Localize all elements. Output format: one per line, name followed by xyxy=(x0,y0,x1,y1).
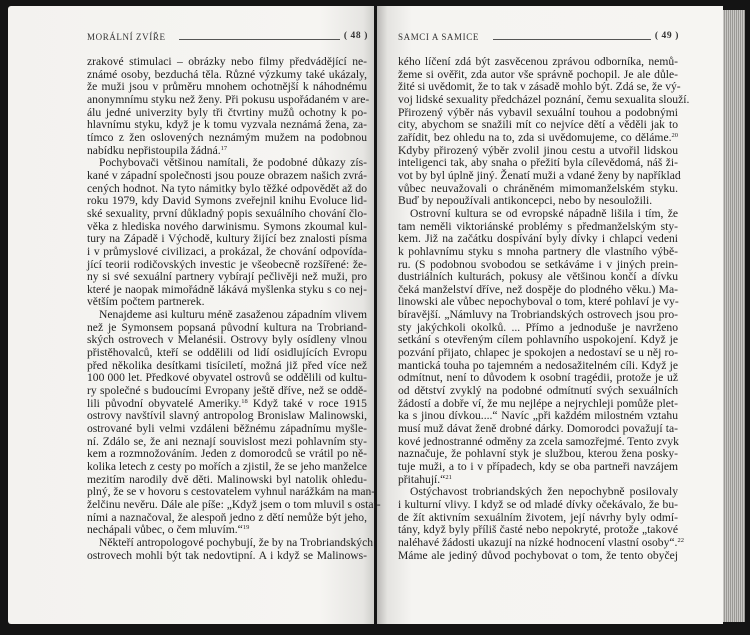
line-text: ostrovy navštívil slavný antropolog Bronislaw Malinowski, xyxy=(87,409,367,423)
text-line xyxy=(87,550,367,563)
line-text: odmítnut, není to důvodem k osobní tragédii, protože je už xyxy=(398,371,678,385)
line-text: ské sexuality, první důkladný popis sexuálního chování člo- xyxy=(87,206,367,220)
line-text: Buď by nepoužívali antikoncepci, nebo by nesouložili. xyxy=(398,194,653,208)
line-text: tímco z žen oslovených neznámým mužem na podobnou xyxy=(87,130,367,144)
line-text: nechápali vůbec, o čem mluvím.“ xyxy=(87,523,243,537)
line-text: tány, když byly příliš časté nebo nepokryté, protože „takové xyxy=(398,523,678,537)
line-text: Máme ale jediný důvod pochybovat o tom, že tento obyčej xyxy=(398,548,678,562)
line-text: linowski ale vůbec nepochyboval o tom, které pohlaví je vy- xyxy=(398,295,679,309)
line-text: city, abychom se snažili mít co nejvíce dětí a věděli jak to xyxy=(398,118,678,132)
line-text: álu jedné univerzity byly tři čtvrtiny mužů ochotny k po- xyxy=(87,105,367,119)
line-text: známé osoby, bezduchá těla. Různé výzkumy také ukázaly, xyxy=(87,67,367,81)
left-body-text xyxy=(87,55,381,562)
page-edges xyxy=(723,10,745,622)
footnote-marker: 18 xyxy=(241,397,248,405)
line-text: setkání s otevřeným cílem pohlavního uspokojení. Když je xyxy=(398,333,678,347)
line-text: žité si uvědomit, že to tak v zásadě mohlo být. Zdá se, že vý- xyxy=(398,80,681,94)
line-text: mezitím narodily dvě děti. Malinowski byl natolik ohledu- xyxy=(87,472,367,486)
line-text: nabídku nepřistoupila žádná. xyxy=(87,143,221,157)
line-text: kolika letech z cesty po mořích a zjistil, že se jeho manželce xyxy=(87,460,367,473)
line-text: kové jednostranné odměny za zcela samozřejmé. Tento zvyk xyxy=(398,434,679,448)
line-text: roku 1979, kdy David Symons zveřejnil knihu Evoluce lid- xyxy=(87,194,367,208)
page-number: ( 49 ) xyxy=(654,31,679,41)
line-text: ní. Zdálo se, že ani neznají souvislost mezi pohlavním sty- xyxy=(87,434,367,448)
line-text: ny si své sexuální partnery vybírají pečlivěji než muži, pro xyxy=(87,270,367,284)
line-text: i v průmyslové civilizaci, a prokázal, že chování odpovída- xyxy=(87,244,367,258)
line-text: přitahují.“ xyxy=(398,472,446,486)
line-text: od dětství zvyklý na podobné odmítnutí svých sexuálních xyxy=(398,384,678,398)
line-text: Přirozený výběr nás vybavil sexuální touhou a podobnými xyxy=(398,105,678,119)
line-text: ry společné s budoucími Evropany ještě dříve, než se oddě- xyxy=(87,384,367,398)
line-text: čeká manželství dříve, než dospěje do plodného věku.) Ma- xyxy=(398,282,678,296)
line-text: jící teorii rodičovských investic je všeobecně rozšířené: že- xyxy=(87,257,367,271)
line-text: ru. (S podobnou svobodou se setkáváme i v jiných prein- xyxy=(398,257,678,271)
line-text: de žít aktivním sexuálním životem, její návrhy byly odmí- xyxy=(398,510,678,524)
right-body-text xyxy=(398,55,690,562)
line-text: anonymnímu styku než ženy. Při pokusu uspořádaném v are- xyxy=(87,92,370,106)
line-text: kané v západní společnosti jsou pouze obrazem našich zvrá- xyxy=(87,168,367,182)
line-text: naznačuje, že pohlavní styk je službou, kterou žena posky- xyxy=(398,447,678,461)
line-text: tam neměli viktoriánské problémy s předmanželským sty- xyxy=(398,219,678,233)
running-head-title: MORÁLNÍ ZVÍŘE xyxy=(87,32,166,42)
line-text: přistěhovalců, kteří se oddělili od lidí osidlujících Evropu xyxy=(87,346,367,360)
line-text: Někteří antropologové pochybují, že by na Trobriandských xyxy=(99,535,374,549)
line-text: že muži jsou v průměru mnohem ochotnější k náhodnému xyxy=(87,80,367,94)
footnote-marker: 21 xyxy=(445,473,452,481)
line-text: ka s jinou dívkou....“ Navíc „při každém milostném vztahu xyxy=(398,409,678,423)
line-text: ských ostrovech v Melanésii. Ostrovy byly osídleny vlnou xyxy=(87,333,367,347)
line-text: Ostrovní kultura se od evropské nápadně lišila i tím, že xyxy=(410,206,678,220)
line-text: 100 000 let. Předkové obyvatel ostrovů se oddělili od kultu- xyxy=(87,371,367,385)
footnote-marker: 20 xyxy=(671,131,678,139)
line-text: k pohlavnímu styku s mnoha partnery dle vlastního výbě- xyxy=(398,244,678,258)
line-text: tury na Západě i Východě, kultury žijící bez znalosti písma xyxy=(87,232,367,246)
page-number: ( 48 ) xyxy=(343,31,368,41)
line-text: žeme si ověřit, zda autor vše správně pochopil. Je ale důle- xyxy=(398,67,678,81)
text-line xyxy=(398,550,678,563)
footnote-marker: 19 xyxy=(242,524,250,532)
line-text: naléhavé žádosti ukazují na nízké hodnocení vlastní osoby“. xyxy=(398,535,678,549)
line-text: musí muž dávat ženě drobné dárky. Domorodci považují ta- xyxy=(398,422,678,436)
line-text: vůbec neuvažovali o chráněném mimomanželském styku. xyxy=(398,181,678,195)
line-text: Pochybovači většinou namítali, že podobné důkazy zís- xyxy=(99,156,367,170)
line-text: inteligenci tak, aby snaha o přežití byla cílevědomá, náš ži- xyxy=(398,156,678,170)
line-text: tuje muži, a to i v případech, kdy se oba partneři navzájem xyxy=(398,460,678,473)
line-text: vot by byl úplně jiný. Ženatí muži a vdané ženy by například xyxy=(398,168,681,182)
line-text: voj lidské sexuality předcházel poznání, čemu sexualita slouží. xyxy=(398,92,690,106)
line-text: i kulturní vlivy. I když se od mladé dívky očekávalo, že bu- xyxy=(398,497,678,511)
line-text: hlavnímu styku, když je k tomu vyzvala neznámá žena, za- xyxy=(87,118,367,132)
line-text: ostrovech mohli být tak nedovtipní. A i když se Malinows- xyxy=(87,548,367,562)
line-text: než je Symonsem popsaná původní kultura na Trobriand- xyxy=(87,320,367,334)
line-text: pozvání přijato, chlapec je spokojen a nedostaví se u něj ro- xyxy=(398,346,678,360)
line-text: kem a rozmnožováním. Jeden z domorodců se vrátil po ně- xyxy=(87,447,367,461)
line-text: zařídit, bez ohledu na to, zda si uvědomujeme, co děláme. xyxy=(398,130,672,144)
line-text: kého líčení zdá být zasvěcenou zprávou odborníka, nemů- xyxy=(398,55,678,68)
line-text: které je naopak mimořádně lákává myšlenka styku s co nej- xyxy=(87,282,367,296)
footnote-marker: 17 xyxy=(220,144,228,152)
line-text: zrakové stimulaci – obrázky nebo filmy předvádějící ne- xyxy=(87,55,367,68)
line-text: plný, že se v hovoru s cestovatelem vyhnul narážkám na man- xyxy=(87,485,376,499)
line-text: Ostýchavost trobriandských žen nepochybně posilovaly xyxy=(410,485,678,499)
right-running-head xyxy=(398,30,679,44)
header-rule xyxy=(493,39,651,40)
line-text: věka z hlediska nového darwinismu. Symons zkoumal kul- xyxy=(87,219,367,233)
line-text: Kdyby přirozený výběr zvolil jinou cestu a utvořil lidskou xyxy=(398,143,678,157)
line-text: mantická touha po tajemném a nedosažitelném cíli. Když je xyxy=(398,358,678,372)
line-text: žádostí a dobře ví, že mu nejlépe a nejrychleji pomůže plet- xyxy=(398,396,678,410)
line-text: cených hodnot. Na tyto námitky bylo těžké odpovědět až do xyxy=(87,181,367,195)
line-text: dustriálních kulturách, pokusy ale většinou končí a dívku xyxy=(398,270,678,284)
line-text: větším počtem partnerek. xyxy=(87,295,205,309)
line-text: Když také v roce 1915 xyxy=(247,396,367,410)
line-text: před několika desítkami tisíciletí, možná již před více než xyxy=(87,358,367,372)
left-running-head xyxy=(87,30,368,44)
line-text: kem. Již na začátku dospívání byly dívky i chlapci vedeni xyxy=(398,232,678,246)
line-text: želčinu nevěru. Dále ale píše: „Když jsem o tom mluvil s ostat- xyxy=(87,497,381,511)
footnote-marker: 22 xyxy=(677,536,684,544)
line-text: lili původní obyvatelé Ameriky. xyxy=(87,396,242,410)
running-head-title: SAMCI A SAMICE xyxy=(398,32,479,42)
line-text: ostrované byli velmi vzdáleni běžnému západnímu myšle- xyxy=(87,422,367,436)
header-rule xyxy=(179,39,340,40)
line-text: ními a naznačoval, že alespoň jedno z dětí nemůže být jeho, xyxy=(87,510,367,524)
line-text: sty jakýchkoli okolků. ... Přímo a jednoduše je navrženo xyxy=(398,320,678,334)
line-text: bíravější. „Námluvy na Trobriandských ostrovech jsou pro- xyxy=(398,308,678,322)
line-text: Nenajdeme asi kulturu méně zasaženou západním vlivem xyxy=(99,308,367,322)
